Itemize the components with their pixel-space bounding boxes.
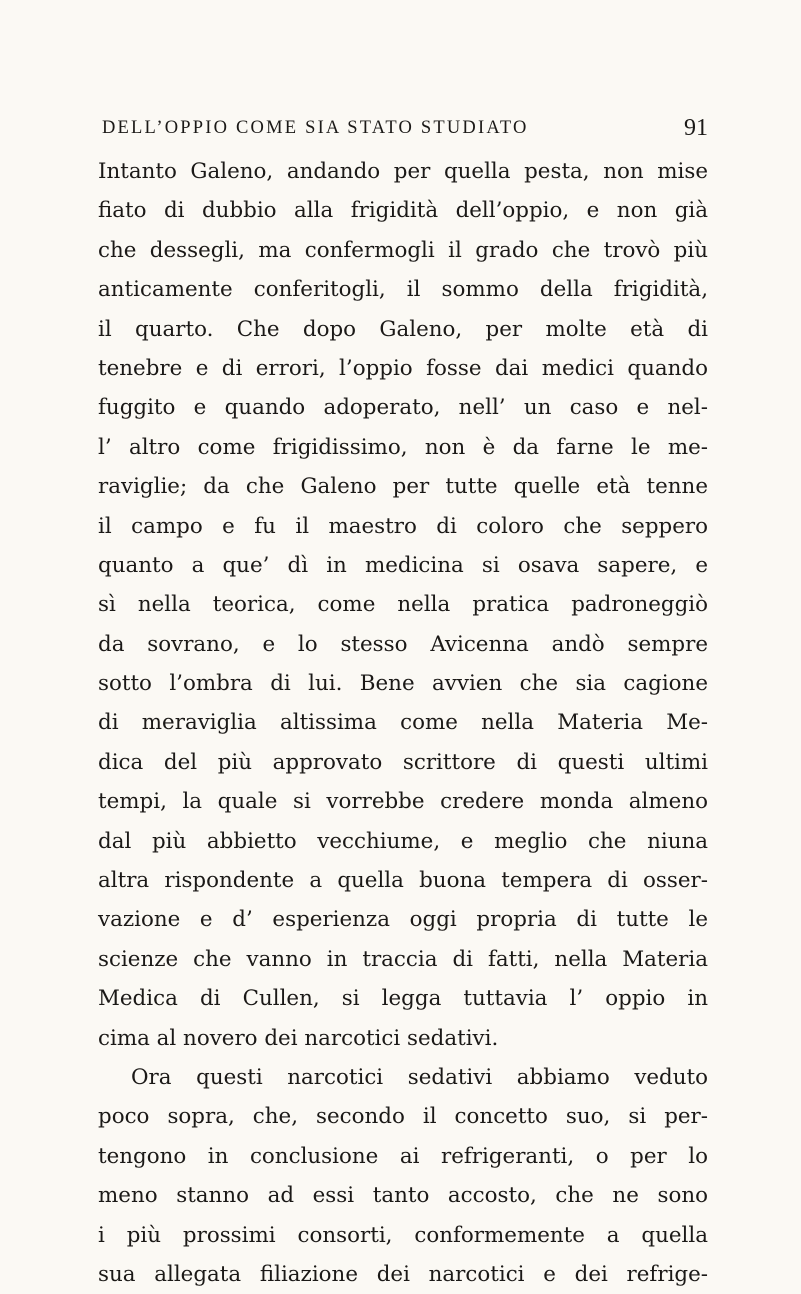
text-line: Intanto Galeno, andando per quella pesta, non mise — [98, 159, 708, 184]
text-line: quanto a que’ dì in medicina si osava sapere, e — [98, 552, 708, 578]
text-line: che dessegli, ma confermogli il grado che trovò più — [98, 237, 708, 263]
text-line: il campo e fu il maestro di coloro che seppero — [98, 513, 708, 539]
text-line: i più prossimi consorti, conformemente a quella — [98, 1222, 708, 1248]
running-head — [98, 115, 708, 148]
text-line: anticamente conferitogli, il sommo della frigidità, — [98, 277, 708, 303]
text-line: dica del più approvato scrittore di questi ultimi — [98, 749, 708, 775]
text-line: fuggito e quando adoperato, nell’ un caso e nel- — [98, 395, 708, 421]
text-line: tempi, la quale si vorrebbe credere monda almeno — [98, 789, 708, 815]
text-line: tengono in conclusione ai refrigeranti, o per lo — [98, 1143, 708, 1169]
body-text — [98, 152, 708, 1294]
text-line: sua allegata filiazione dei narcotici e dei refrige- — [98, 1261, 708, 1287]
paragraph-end-line: cima al novero dei narcotici sedativi. — [98, 1025, 499, 1051]
text-line: altra rispondente a quella buona tempera di osser- — [98, 868, 708, 894]
text-line: meno stanno ad essi tanto accosto, che ne sono — [98, 1183, 708, 1209]
text-line: tenebre e di errori, l’oppio fosse dai medici quando — [98, 355, 708, 381]
text-line: sotto l’ombra di lui. Bene avvien che sia cagione — [98, 671, 708, 697]
text-line: l’ altro come frigidissimo, non è da farne le me- — [98, 434, 708, 460]
text-line: poco sopra, che, secondo il concetto suo, si per- — [98, 1104, 708, 1130]
running-title: DELL’OPPIO COME SIA STATO STUDIATO — [102, 118, 529, 138]
page-number: 91 — [684, 115, 708, 141]
text-line: fiato di dubbio alla frigidità dell’oppio, e non già — [98, 198, 708, 224]
text-line: raviglie; da che Galeno per tutte quelle età tenne — [98, 474, 708, 500]
text-line: da sovrano, e lo stesso Avicenna andò sempre — [98, 631, 708, 657]
text-line: di meraviglia altissima come nella Materia Me- — [98, 710, 708, 736]
text-line: Medica di Cullen, si legga tuttavia l’ oppio in — [98, 986, 708, 1012]
paragraph-start-line: Ora questi narcotici sedativi abbiamo veduto — [131, 1064, 708, 1090]
text-line: scienze che vanno in traccia di fatti, nella Materia — [98, 946, 708, 972]
text-line: dal più abbietto vecchiume, e meglio che niuna — [98, 828, 708, 854]
text-line: il quarto. Che dopo Galeno, per molte età di — [98, 316, 708, 342]
text-line: sì nella teorica, come nella pratica padroneggiò — [98, 592, 708, 618]
text-line: vazione e d’ esperienza oggi propria di tutte le — [98, 907, 708, 933]
